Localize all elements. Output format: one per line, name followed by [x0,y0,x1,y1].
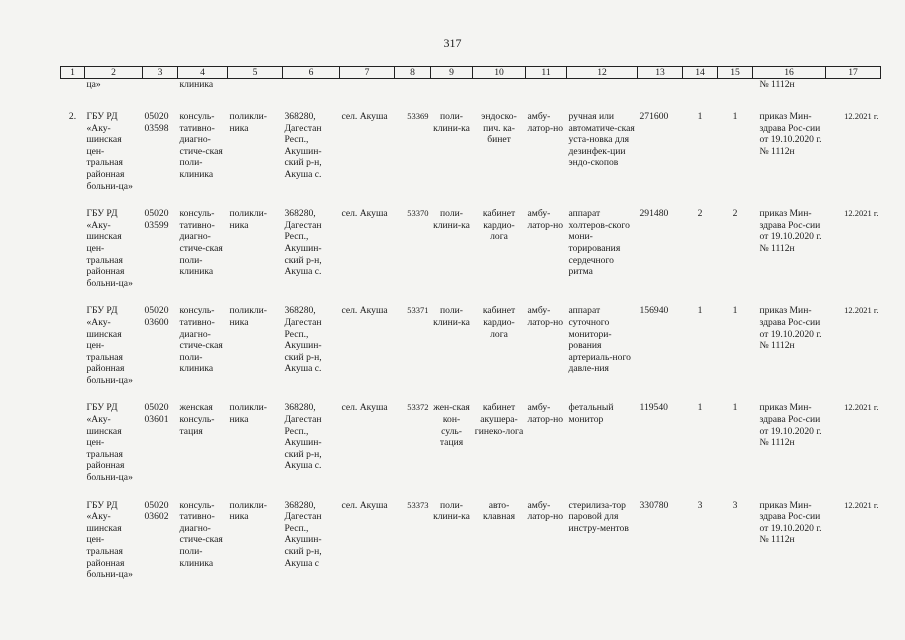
column-header: 7 [340,67,395,79]
organization-name: ГБУ РД «Аку-шинская цен-тральная районная больни-ца» [86,499,133,581]
department: консуль-тативно-диагно-стиче-ская поли-клиника [179,305,223,375]
address: 368280, Дагестан Респ., Акушин-ский р-н, Акуша с [284,499,322,569]
department: консуль-тативно-диагно-стиче-ская поли-клиника [179,111,223,180]
column-header: 11 [526,67,567,79]
table-row [61,490,881,587]
settlement: сел. Акуша [341,499,388,511]
equipment-table [60,66,881,587]
unit-name: поли-клини-ка [433,305,470,328]
record-id: 53371 [407,305,429,316]
record-id: 53369 [407,111,429,121]
table-row [61,392,881,489]
care-mode: амбу-латор-но [527,499,564,523]
column-header: 2 [85,67,143,79]
address: 368280, Дагестан Респ., Акушин-ский р-н, Акуша с. [284,111,322,180]
address: 368280, Дагестан Респ., Акушин-ский р-н, Акуша с. [284,208,322,278]
column-header: 6 [283,67,340,79]
quantity: 1 [697,111,703,122]
column-header: 4 [178,67,228,79]
room-name: кабинет акушера-гинеко-лога [474,402,524,437]
quantity: 1 [697,305,703,317]
facility-type: поликли-ника [229,111,268,134]
equipment-name: фетальный монитор [568,402,614,426]
quantity: 2 [697,208,703,220]
unit-name: поли-клини-ка [433,208,470,231]
price: 119540 [639,402,668,414]
price: 156940 [639,305,669,317]
due-date: 12.2021 г. [844,305,879,316]
column-header: 1 [61,67,85,79]
room-name: авто-клавная [482,499,516,523]
row-number [61,295,85,392]
continuation-row [61,79,881,102]
record-id: 53372 [407,402,429,413]
continuation-text: клиника [179,79,214,90]
organization-name: ГБУ РД «Аку-шинская цен-тральная районная больни-ца» [86,402,133,484]
room-name: эндоско-пич. ка-бинет [481,111,517,146]
row-number [61,490,85,587]
settlement: сел. Акуша [341,305,388,317]
unit-name: поли-клини-ка [433,111,470,134]
row-number [61,392,85,489]
settlement: сел. Акуша [341,111,388,122]
care-mode: амбу-латор-но [527,305,564,328]
row-number [61,198,85,295]
column-header: 13 [638,67,683,79]
regulation-order: приказ Мин-здрава Рос-сии от 19.10.2020 г. № 1112н [759,305,822,352]
column-header: 8 [395,67,431,79]
quantity: 1 [697,402,703,414]
organization-code: 05020 03600 [144,305,169,328]
record-id: 53370 [407,208,429,219]
regulation-order: приказ Мин-здрава Рос-сии от 19.10.2020 г. № 1112н [759,402,822,449]
table-row [61,295,881,392]
continuation-text: ца» [86,79,101,90]
address: 368280, Дагестан Респ., Акушин-ский р-н, Акуша с. [284,402,322,472]
facility-type: поликли-ника [229,208,268,231]
due-date: 12.2021 г. [844,208,879,219]
department: консуль-тативно-диагно-стиче-ская поли-клиника [179,499,223,569]
equipment-name: стерилиза-тор паровой для инстру-ментов [568,499,629,534]
department: женская консуль-тация [179,402,215,437]
facility-type: поликли-ника [229,305,268,328]
column-header: 10 [473,67,526,79]
due-date: 12.2021 г. [844,402,879,413]
regulation-order: приказ Мин-здрава Рос-сии от 19.10.2020 г. № 1112н [759,111,822,157]
quantity-needed: 1 [732,305,738,317]
organization-code: 05020 03598 [144,111,169,134]
organization-code: 05020 03599 [144,208,169,231]
facility-type: поликли-ника [229,499,268,523]
continuation-text: № 1112н [759,79,795,90]
care-mode: амбу-латор-но [527,402,564,426]
organization-name: ГБУ РД «Аку-шинская цен-тральная районная больни-ца» [86,208,133,289]
unit-name: поли-клини-ка [433,499,470,523]
price: 291480 [639,208,669,220]
regulation-order: приказ Мин-здрава Рос-сии от 19.10.2020 г. № 1112н [759,499,822,546]
record-id: 53373 [407,499,429,510]
table-row [61,198,881,295]
quantity: 3 [697,499,703,511]
column-header: 9 [431,67,473,79]
due-date: 12.2021 г. [844,499,879,510]
settlement: сел. Акуша [341,208,388,220]
room-name: кабинет кардио-лога [482,208,516,243]
row-number: 2. [68,111,77,122]
equipment-name: аппарат суточного монитори-рования артериаль-ного давле-ния [568,305,631,375]
organization-code: 05020 03602 [144,499,169,523]
table-row [61,101,881,198]
settlement: сел. Акуша [341,402,388,414]
organization-code: 05020 03601 [144,402,169,426]
quantity-needed: 2 [732,208,738,220]
address: 368280, Дагестан Респ., Акушин-ский р-н, Акуша с. [284,305,322,375]
quantity-needed: 3 [732,499,738,511]
column-header: 16 [753,67,826,79]
column-header: 15 [718,67,753,79]
column-header: 5 [228,67,283,79]
page-number: 317 [443,36,462,50]
quantity-needed: 1 [732,402,738,414]
price: 271600 [639,111,669,122]
organization-name: ГБУ РД «Аку-шинская цен-тральная районная больни-ца» [86,111,133,192]
quantity-needed: 1 [732,111,738,122]
column-header: 17 [826,67,881,79]
care-mode: амбу-латор-но [527,208,564,231]
department: консуль-тативно-диагно-стиче-ская поли-клиника [179,208,223,278]
care-mode: амбу-латор-но [527,111,564,134]
room-name: кабинет кардио-лога [482,305,516,340]
organization-name: ГБУ РД «Аку-шинская цен-тральная районная больни-ца» [86,305,133,386]
equipment-name: ручная или автоматиче-ская уста-новка для дезинфек-ции эндо-скопов [568,111,635,169]
facility-type: поликли-ника [229,402,268,426]
column-header: 12 [567,67,638,79]
regulation-order: приказ Мин-здрава Рос-сии от 19.10.2020 г. № 1112н [759,208,822,254]
equipment-name: аппарат холтеров-ского мони-торирования сердечного ритма [568,208,630,278]
due-date: 12.2021 г. [844,111,879,121]
unit-name: жен-ская кон-суль-тация [433,402,470,449]
column-number-header [61,67,881,79]
column-header: 3 [143,67,178,79]
column-header: 14 [683,67,718,79]
price: 330780 [639,499,669,511]
